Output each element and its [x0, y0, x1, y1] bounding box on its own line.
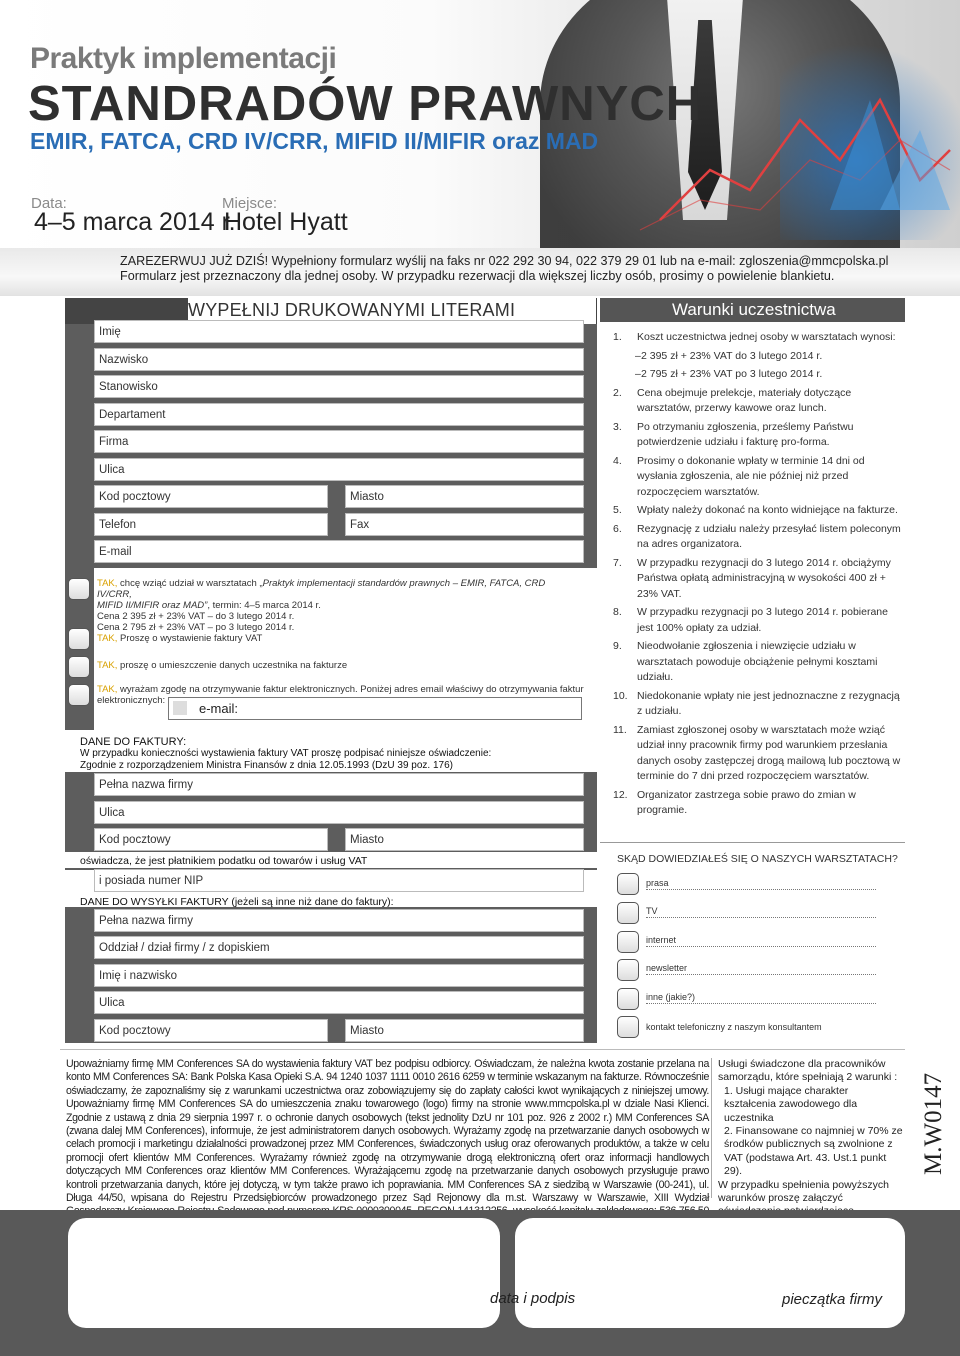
- legal-divider: [60, 1049, 905, 1050]
- invoice-line2: Zgodnie z rozporządzeniem Ministra Finansów z dnia 12.05.1993 (DzU 39 poz. 176): [80, 760, 453, 771]
- checkbox-participate[interactable]: [68, 578, 90, 600]
- notice-line1: ZAREZERWUJ JUŻ DZIŚ! Wypełniony formularz wyślij na faks nr 022 292 30 94, 022 379 29 01 lub na e-mail: zgloszenia@mmcpolska.pl: [120, 254, 889, 268]
- condition-item: [613, 349, 903, 365]
- condition-text: W przypadku rezygnacji do 3 lutego 2014 r. obciążymy Państwa opłatą administracyjną w wysokości 400 zł + 23% VAT.: [637, 556, 891, 600]
- invoice-company-label: Pełna nazwa firmy: [99, 779, 193, 791]
- exemption-intro: Usługi świadczone dla pracowników samorządu, które spełniają 2 warunki :: [718, 1058, 898, 1084]
- title-line3: EMIR, FATCA, CRD IV/CRR, MIFID II/MIFIR oraz MAD: [30, 128, 599, 154]
- ship-city-label: Miasto: [350, 1025, 384, 1037]
- checkbox-participant-on-invoice[interactable]: [68, 656, 90, 678]
- condition-item: [613, 386, 903, 417]
- email-field[interactable]: [94, 540, 584, 563]
- form-title: WYPEŁNIJ DRUKOWANYMI LITERAMI: [188, 300, 516, 320]
- invoice-postal-label: Kod pocztowy: [99, 834, 171, 846]
- condition-text: Cena obejmuje prelekcje, materiały dotyczące warsztatów, przerwy kawowe oraz lunch.: [637, 386, 852, 414]
- exemption-item-2: 2. Finansowane co najmniej w 70% ze środków publicznych są zwolnione z VAT (podstawa Art. 43. Ust.1 punkt 29).: [724, 1125, 903, 1178]
- checkbox-e-invoice[interactable]: [68, 684, 90, 706]
- survey-option-other: inne (jakie?): [646, 992, 876, 1004]
- department-label: Departament: [99, 409, 166, 421]
- e-invoice-email-label: e-mail:: [199, 701, 239, 716]
- survey-option-phone-contact: kontakt telefoniczny z naszym konsultantem: [646, 1022, 822, 1032]
- legal-text: Upoważniamy firmę MM Conferences SA do wystawienia faktury VAT bez podpisu odbiorcy. Oświadczam, że należna kwota zostanie przelana na konto MM Conferences SA: Bank Polska Kasa Opieki S.A. 94 1240 1037 1111 0010 2616 6259 w terminie wskazanym na fakturze. Równocześnie oświadczamy, że zapoznaliśmy się z warunkami uczestnictwa oraz zobowiązujemy się do zapłaty całości kwot wynikających z niniejszej umowy. Upoważniamy firmę MM Conferences SA do umieszczenia znaku towarowego (logo) firmy na stronie www.mmcpolska.pl w dziale Nasi Klienci. Zgodnie z ustawą z dnia 29 sierpnia 1997 r. o ochronie danych osobowych (tekst jednolity DzU nr 101 poz. 926 z 2002 r.) MM Conferences SA (zwana dalej MM Conferences), informuje, że jest administratorem danych osobowych. Wyrażamy zgodę na przetwarzanie danych osobowych w celach promocji i marketingu działalności prowadzonej przez MM Conferences, świadczonych usług oraz oferowanych produktów, a także w celu promocji ofert klientów MM Conferences. Wyrażamy również zgodę na otrzymywanie drogą elektroniczną ofert oraz informacji handlowych dotyczących MM Conferences oraz klientów MM Conferences. Wyrażającemu zgodę na przetwarzanie danych osobowych przysługuje prawo kontroli przetwarzania danych, które jej dotyczą, w tym także prawo ich poprawiania. MM Conferences SA z siedzibą w Warszawie (00-241), ul. Długa 44/50, wpisana do Rejestru Przedsiębiorców prowadzonego przez Sąd Rejonowy dla m.st. Warszawy w Warszawie, XIII Wydział: [66, 1058, 709, 1205]
- phone-label: Telefon: [99, 519, 137, 531]
- ship-name-field[interactable]: [94, 964, 584, 987]
- form-code: M.W0147: [920, 1072, 947, 1175]
- condition-item: [613, 420, 903, 451]
- invoice-title: DANE DO FAKTURY:: [80, 736, 187, 748]
- survey-checkbox-internet[interactable]: [617, 931, 639, 953]
- legal-separator: [711, 1058, 712, 1198]
- exemption-item-1: 1. Usługi mające charakter kształcenia zawodowego dla uczestnika: [724, 1084, 858, 1124]
- postal-code-label: Kod pocztowy: [99, 491, 171, 503]
- condition-text: Organizator zastrzega sobie prawo do zmian w programie.: [637, 788, 856, 816]
- invoice-line1: W przypadku konieczności wystawienia faktury VAT proszę podpisać niniejsze oświadczenie:: [80, 748, 492, 759]
- first-name-field[interactable]: [94, 320, 584, 343]
- street-field[interactable]: [94, 458, 584, 481]
- survey-divider: [600, 842, 905, 843]
- city-field[interactable]: [345, 485, 584, 508]
- conditions-list: [613, 330, 903, 822]
- survey-checkbox-phone-contact[interactable]: [617, 1016, 639, 1038]
- invoice-city-label: Miasto: [350, 834, 384, 846]
- exemption-note: W przypadku spełnienia powyższych warunków proszę załączyć: [718, 1178, 889, 1205]
- position-field[interactable]: [94, 375, 584, 398]
- signature-label: data i podpis: [490, 1290, 576, 1307]
- ship-street-field[interactable]: [94, 991, 584, 1014]
- condition-text: Nieodwołanie zgłoszenia i niewzięcie udziału w warsztatach powoduje obciążenie pełnymi kosztami udziału.: [637, 640, 878, 683]
- condition-number: 7.: [613, 556, 622, 569]
- e-invoice-text: TAK, wyrażam zgodę na otrzymywanie faktur elektronicznych. Poniżej adres email właściwy do otrzymywania faktur elektronicznych:: [97, 684, 584, 706]
- stamp-box[interactable]: [515, 1218, 905, 1328]
- conditions-title: Warunki uczestnictwa: [672, 300, 836, 319]
- vat-invoice-text: TAK, Proszę o wystawienie faktury VAT: [97, 633, 263, 644]
- condition-item: [613, 556, 903, 603]
- email-label: E-mail: [99, 546, 132, 558]
- condition-item: [613, 639, 903, 686]
- condition-item: [613, 503, 903, 519]
- condition-number: 1.: [613, 331, 622, 343]
- postal-code-field[interactable]: [94, 485, 328, 508]
- survey-option-press: prasa: [646, 878, 876, 890]
- survey-option-internet: internet: [646, 935, 876, 947]
- ship-postal-label: Kod pocztowy: [99, 1025, 171, 1037]
- ship-department-label: Oddział / dział firmy / z dopiskiem: [99, 942, 270, 954]
- title-line1: Praktyk implementacji: [30, 42, 337, 75]
- stamp-label: pieczątka firmy: [782, 1291, 883, 1308]
- condition-item: [613, 605, 903, 636]
- condition-number: 11.: [613, 723, 627, 736]
- survey-option-newsletter: newsletter: [646, 963, 876, 975]
- condition-text: Po otrzymaniu zgłoszenia, prześlemy Państwu potwierdzenie udziału i fakturę pro-forma.: [637, 420, 854, 448]
- fax-field[interactable]: [345, 513, 584, 536]
- condition-number: 6.: [613, 522, 622, 535]
- condition-text: Prosimy o dokonanie wpłaty w terminie 14 dni od wysłania zgłoszenia, ale nie później niż przed rozpoczęciem warsztatów.: [637, 454, 865, 498]
- condition-text: 2 395 zł + 23% VAT do 3 lutego 2014 r.: [641, 349, 823, 362]
- title-line2: STANDRADÓW PRAWNYCH: [28, 77, 703, 131]
- ship-postal-field[interactable]: [94, 1019, 328, 1042]
- condition-number: 3.: [613, 420, 622, 433]
- first-name-label: Imię: [99, 326, 121, 338]
- condition-text: Rezygnację z udziału należy przesyłać listem poleconym na adres organizatora.: [637, 522, 901, 550]
- company-field[interactable]: [94, 430, 584, 453]
- condition-item: [613, 522, 903, 553]
- survey-checkbox-press[interactable]: [617, 873, 639, 895]
- ship-name-label: Imię i nazwisko: [99, 970, 177, 982]
- fax-label: Fax: [350, 519, 370, 531]
- condition-number: –: [635, 349, 641, 362]
- place-value: Hotel Hyatt: [224, 208, 348, 236]
- ship-street-label: Ulica: [99, 997, 125, 1009]
- position-label: Stanowisko: [99, 381, 158, 393]
- signature-box[interactable]: [68, 1218, 500, 1328]
- condition-text: W przypadku rezygnacji po 3 lutego 2014 r. pobierane jest 100% opłaty za udział.: [637, 606, 888, 634]
- invoice-street-label: Ulica: [99, 807, 125, 819]
- condition-item: [613, 454, 903, 501]
- exemption-text: [718, 1058, 903, 1232]
- condition-item: [613, 723, 903, 785]
- ship-city-field[interactable]: [345, 1019, 584, 1042]
- condition-text: Niedokonanie wpłaty nie jest jednoznaczne z rezygnacją z udziału.: [637, 689, 900, 717]
- survey-title: SKĄD DOWIEDZIAŁEŚ SIĘ O NASZYCH WARSZTATACH?: [617, 853, 898, 865]
- e-invoice-email-input[interactable]: [168, 697, 582, 720]
- survey-checkbox-other[interactable]: [617, 988, 639, 1010]
- condition-text: Zamiast zgłoszonej osoby w warsztatach może wziąć udział inny pracownik firmy pod warunkiem przesłania danych osoby zastępczej drogą mailową lub pocztową w terminie do 7 dni przed rozpoczęciem warsztatów.: [637, 723, 901, 782]
- ship-company-field[interactable]: [94, 909, 584, 932]
- checkbox-vat-invoice[interactable]: [68, 628, 90, 650]
- condition-text: Koszt uczestnictwa jednej osoby w warsztatach wynosi:: [637, 331, 896, 343]
- condition-item: [613, 788, 903, 819]
- phone-field[interactable]: [94, 513, 328, 536]
- condition-number: 5.: [613, 504, 622, 516]
- e-invoice-email-icon: [173, 701, 187, 715]
- city-label: Miasto: [350, 491, 384, 503]
- shipping-title: DANE DO WYSYŁKI FAKTURY (jeżeli są inne niż dane do faktury):: [80, 896, 394, 908]
- condition-item: [613, 330, 903, 346]
- notice-line2: Formularz jest przeznaczony dla jednej osoby. W przypadku rezerwacji dla większej liczby osób, prosimy o powielenie blankietu.: [120, 269, 835, 283]
- ship-department-field[interactable]: [94, 936, 584, 959]
- nip-field[interactable]: [94, 869, 584, 892]
- invoice-postal-field[interactable]: [94, 828, 328, 851]
- condition-number: 2.: [613, 386, 622, 399]
- invoice-street-field[interactable]: [94, 801, 584, 824]
- invoice-city-field[interactable]: [345, 828, 584, 851]
- last-name-field[interactable]: [94, 348, 584, 371]
- condition-item: [613, 367, 903, 383]
- condition-number: –: [635, 368, 641, 380]
- condition-number: 9.: [613, 640, 622, 652]
- invoice-company-field[interactable]: [94, 773, 584, 796]
- last-name-label: Nazwisko: [99, 354, 149, 366]
- condition-number: 12.: [613, 788, 628, 801]
- ship-company-label: Pełna nazwa firmy: [99, 915, 193, 927]
- condition-number: 10.: [613, 689, 628, 702]
- survey-checkbox-newsletter[interactable]: [617, 959, 639, 981]
- condition-text: 2 795 zł + 23% VAT po 3 lutego 2014 r.: [641, 368, 823, 380]
- survey-option-tv: TV: [646, 906, 876, 918]
- condition-item: [613, 689, 903, 720]
- street-label: Ulica: [99, 464, 125, 476]
- date-value: 4–5 marca 2014 r.: [34, 208, 236, 236]
- condition-number: 4.: [613, 454, 622, 467]
- participant-on-invoice-text: TAK, proszę o umieszczenie danych uczestnika na fakturze: [97, 660, 348, 671]
- place-label: Miejsce:: [222, 195, 278, 212]
- condition-number: 8.: [613, 606, 622, 618]
- condition-text: Wpłaty należy dokonać na konto widniejące na fakturze.: [637, 504, 898, 516]
- survey-checkbox-tv[interactable]: [617, 902, 639, 924]
- participate-text: TAK, chcę wziąć udział w warsztatach „Praktyk implementacji standardów prawnych – EMIR, FATCA, CRD IV/CRR, MIFID II/MIFIR oraz MAD”, termin: 4–5 marca 2014 r. Cena 2 395 zł + 23% VAT – do 3 lutego 2014 r. Cena 2 795 zł + 23% VAT – po 3 lutego 2014 r.: [97, 578, 546, 633]
- department-field[interactable]: [94, 403, 584, 426]
- company-label: Firma: [99, 436, 129, 448]
- date-label: Data:: [31, 195, 67, 212]
- nip-label: i posiada numer NIP: [99, 875, 204, 887]
- vat-statement: oświadcza, że jest płatnikiem podatku od towarów i usług VAT: [80, 855, 368, 867]
